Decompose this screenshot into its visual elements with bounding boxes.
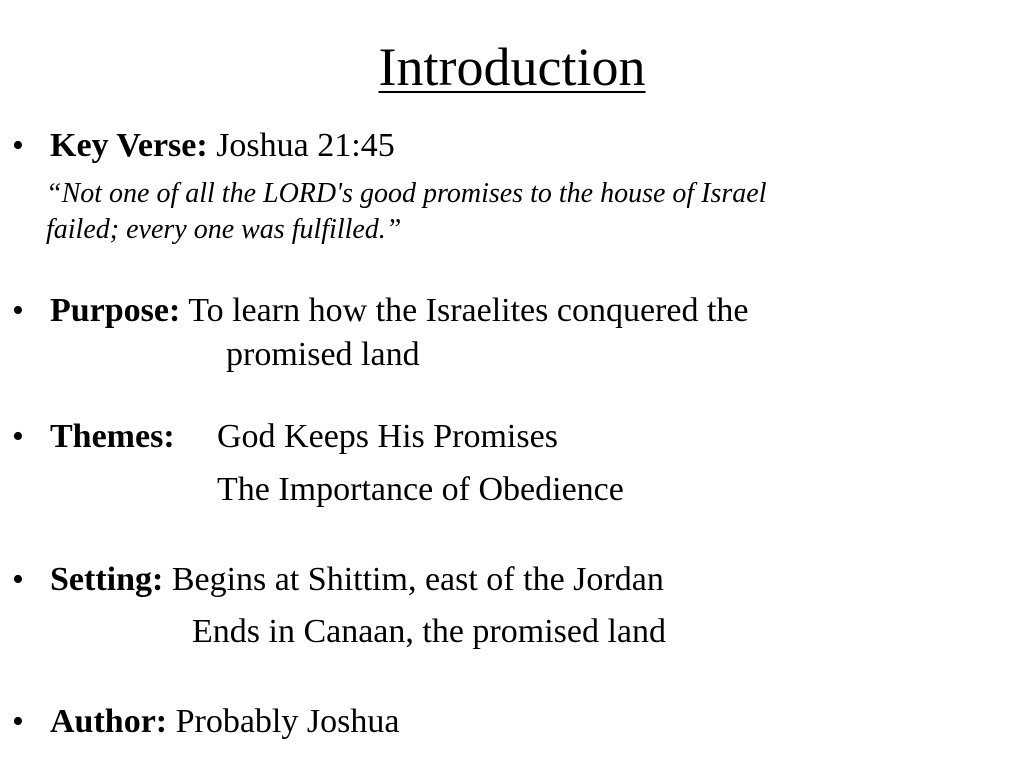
key-verse-quote-line1: “Not one of all the LORD's good promises to the house of Israel xyxy=(46,178,767,209)
themes-line1: God Keeps His Promises xyxy=(217,418,558,455)
themes-line2: The Importance of Obedience xyxy=(217,471,624,508)
purpose-label: Purpose: xyxy=(50,292,181,329)
setting-label: Setting: xyxy=(50,561,164,598)
bullet-themes: • xyxy=(12,418,24,455)
purpose-text-line1: To learn how the Israelites conquered the xyxy=(188,292,749,329)
key-verse-label: Key Verse: xyxy=(50,127,208,164)
setting-line1 xyxy=(50,558,664,602)
author-label: Author: xyxy=(50,703,168,740)
bullet-purpose: • xyxy=(12,292,24,329)
bullet-author: • xyxy=(12,703,24,740)
purpose-line1 xyxy=(50,289,749,333)
bullet-key-verse: • xyxy=(12,127,24,164)
themes-label: Themes: xyxy=(50,418,175,455)
key-verse-quote-line2: failed; every one was fulfilled.” xyxy=(46,214,402,245)
author-line xyxy=(50,700,399,744)
setting-text-line2: Ends in Canaan, the promised land xyxy=(192,613,667,650)
slide-title xyxy=(0,32,1024,102)
slide-title-text: Introduction xyxy=(378,37,646,97)
setting-text-line1: Begins at Shittim, east of the Jordan xyxy=(171,561,664,598)
key-verse-line xyxy=(50,124,395,168)
purpose-text-line2: promised land xyxy=(226,336,420,373)
bullet-setting: • xyxy=(12,561,24,598)
key-verse-value: Joshua 21:45 xyxy=(216,127,395,164)
author-value: Probably Joshua xyxy=(175,703,400,740)
